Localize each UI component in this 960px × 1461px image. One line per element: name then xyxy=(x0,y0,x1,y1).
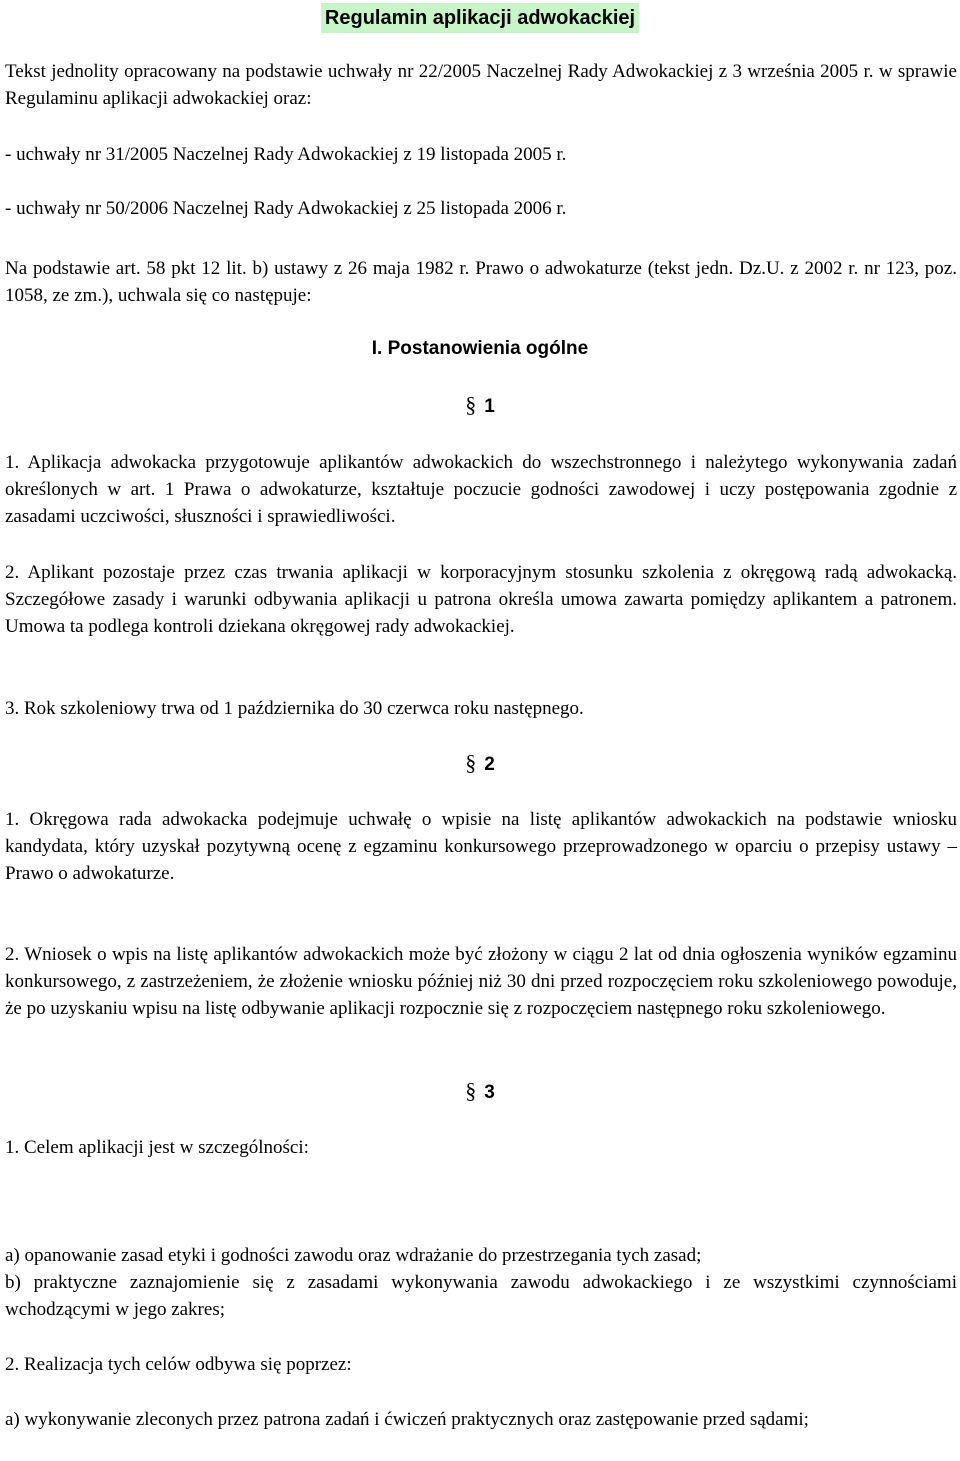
section-2-heading xyxy=(5,750,955,776)
section-3-heading xyxy=(5,1078,955,1104)
chapter-heading: I. Postanowienia ogólne xyxy=(371,338,589,359)
s3-item-a: a) opanowanie zasad etyki i godności zawodu oraz wdrażanie do przestrzegania tych zasad; xyxy=(5,1245,702,1266)
title-wrap xyxy=(5,3,955,33)
s3-paragraph-1: 1. Celem aplikacji jest w szczególności: xyxy=(5,1137,309,1158)
section-number: 3 xyxy=(484,1082,495,1103)
amendment-1: - uchwały nr 31/2005 Naczelnej Rady Adwokackiej z 19 listopada 2005 r. xyxy=(5,144,567,165)
section-1-heading xyxy=(5,392,955,418)
s1-paragraph-2: 2. Aplikant pozostaje przez czas trwania aplikacji w korporacyjnym stosunku szkolenia z okręgową radą adwokacką. Szczegółowe zasady i warunki odbywania aplikacji u patrona określa umowa zawarta pomiędzy aplikantem a patronem. Umowa ta podlega kontroli dziekana okręgowej rady adwokackiej. xyxy=(5,562,957,637)
section-symbol: § xyxy=(465,750,477,775)
s3-paragraph-2: 2. Realizacja tych celów odbywa się poprzez: xyxy=(5,1354,352,1375)
amendment-2: - uchwały nr 50/2006 Naczelnej Rady Adwokackiej z 25 listopada 2006 r. xyxy=(5,198,567,219)
legal-basis: Na podstawie art. 58 pkt 12 lit. b) ustawy z 26 maja 1982 r. Prawo o adwokaturze (tekst jedn. Dz.U. z 2002 r. nr 123, poz. 1058, ze zm.), uchwala się co następuje: xyxy=(5,258,957,306)
s1-paragraph-3: 3. Rok szkoleniowy trwa od 1 października do 30 czerwca roku następnego. xyxy=(5,698,584,719)
s3-item-b: b) praktyczne zaznajomienie się z zasadami wykonywania zawodu adwokackiego i ze wszystkimi czynnościami wchodzącymi w jego zakres; xyxy=(5,1272,957,1320)
section-number: 1 xyxy=(484,396,495,417)
intro-paragraph: Tekst jednolity opracowany na podstawie uchwały nr 22/2005 Naczelnej Rady Adwokackiej z 3 września 2005 r. w sprawie Regulaminu aplikacji adwokackiej oraz: xyxy=(5,61,957,109)
section-number: 2 xyxy=(484,754,495,775)
section-symbol: § xyxy=(465,1078,477,1103)
section-symbol: § xyxy=(465,392,477,417)
s2-paragraph-2: 2. Wniosek o wpis na listę aplikantów adwokackich może być złożony w ciągu 2 lat od dnia ogłoszenia wyników egzaminu konkursowego, z zastrzeżeniem, że złożenie wniosku później niż 30 dni przed rozpoczęciem roku szkoleniowego powoduje, że po uzyskaniu wpisu na listę odbywanie aplikacji rozpocznie się z rozpoczęciem następnego roku szkoleniowego. xyxy=(5,944,957,1019)
s2-paragraph-1: 1. Okręgowa rada adwokacka podejmuje uchwałę o wpisie na listę aplikantów adwokackich na podstawie wniosku kandydata, który uzyskał pozytywną ocenę z egzaminu konkursowego przeprowadzonego w oparciu o przepisy ustawy – Prawo o adwokaturze. xyxy=(5,809,957,884)
document-title: Regulamin aplikacji adwokackiej xyxy=(321,3,639,33)
s1-paragraph-1: 1. Aplikacja adwokacka przygotowuje aplikantów adwokackich do wszechstronnego i należytego wykonywania zadań określonych w art. 1 Prawa o adwokaturze, kształtuje poczucie godności zawodowej i uczy postępowania zgodnie z zasadami uczciwości, słuszności i sprawiedliwości. xyxy=(5,452,957,527)
s3-item-a2: a) wykonywanie zleconych przez patrona zadań i ćwiczeń praktycznych oraz zastępowanie przed sądami; xyxy=(5,1409,809,1430)
